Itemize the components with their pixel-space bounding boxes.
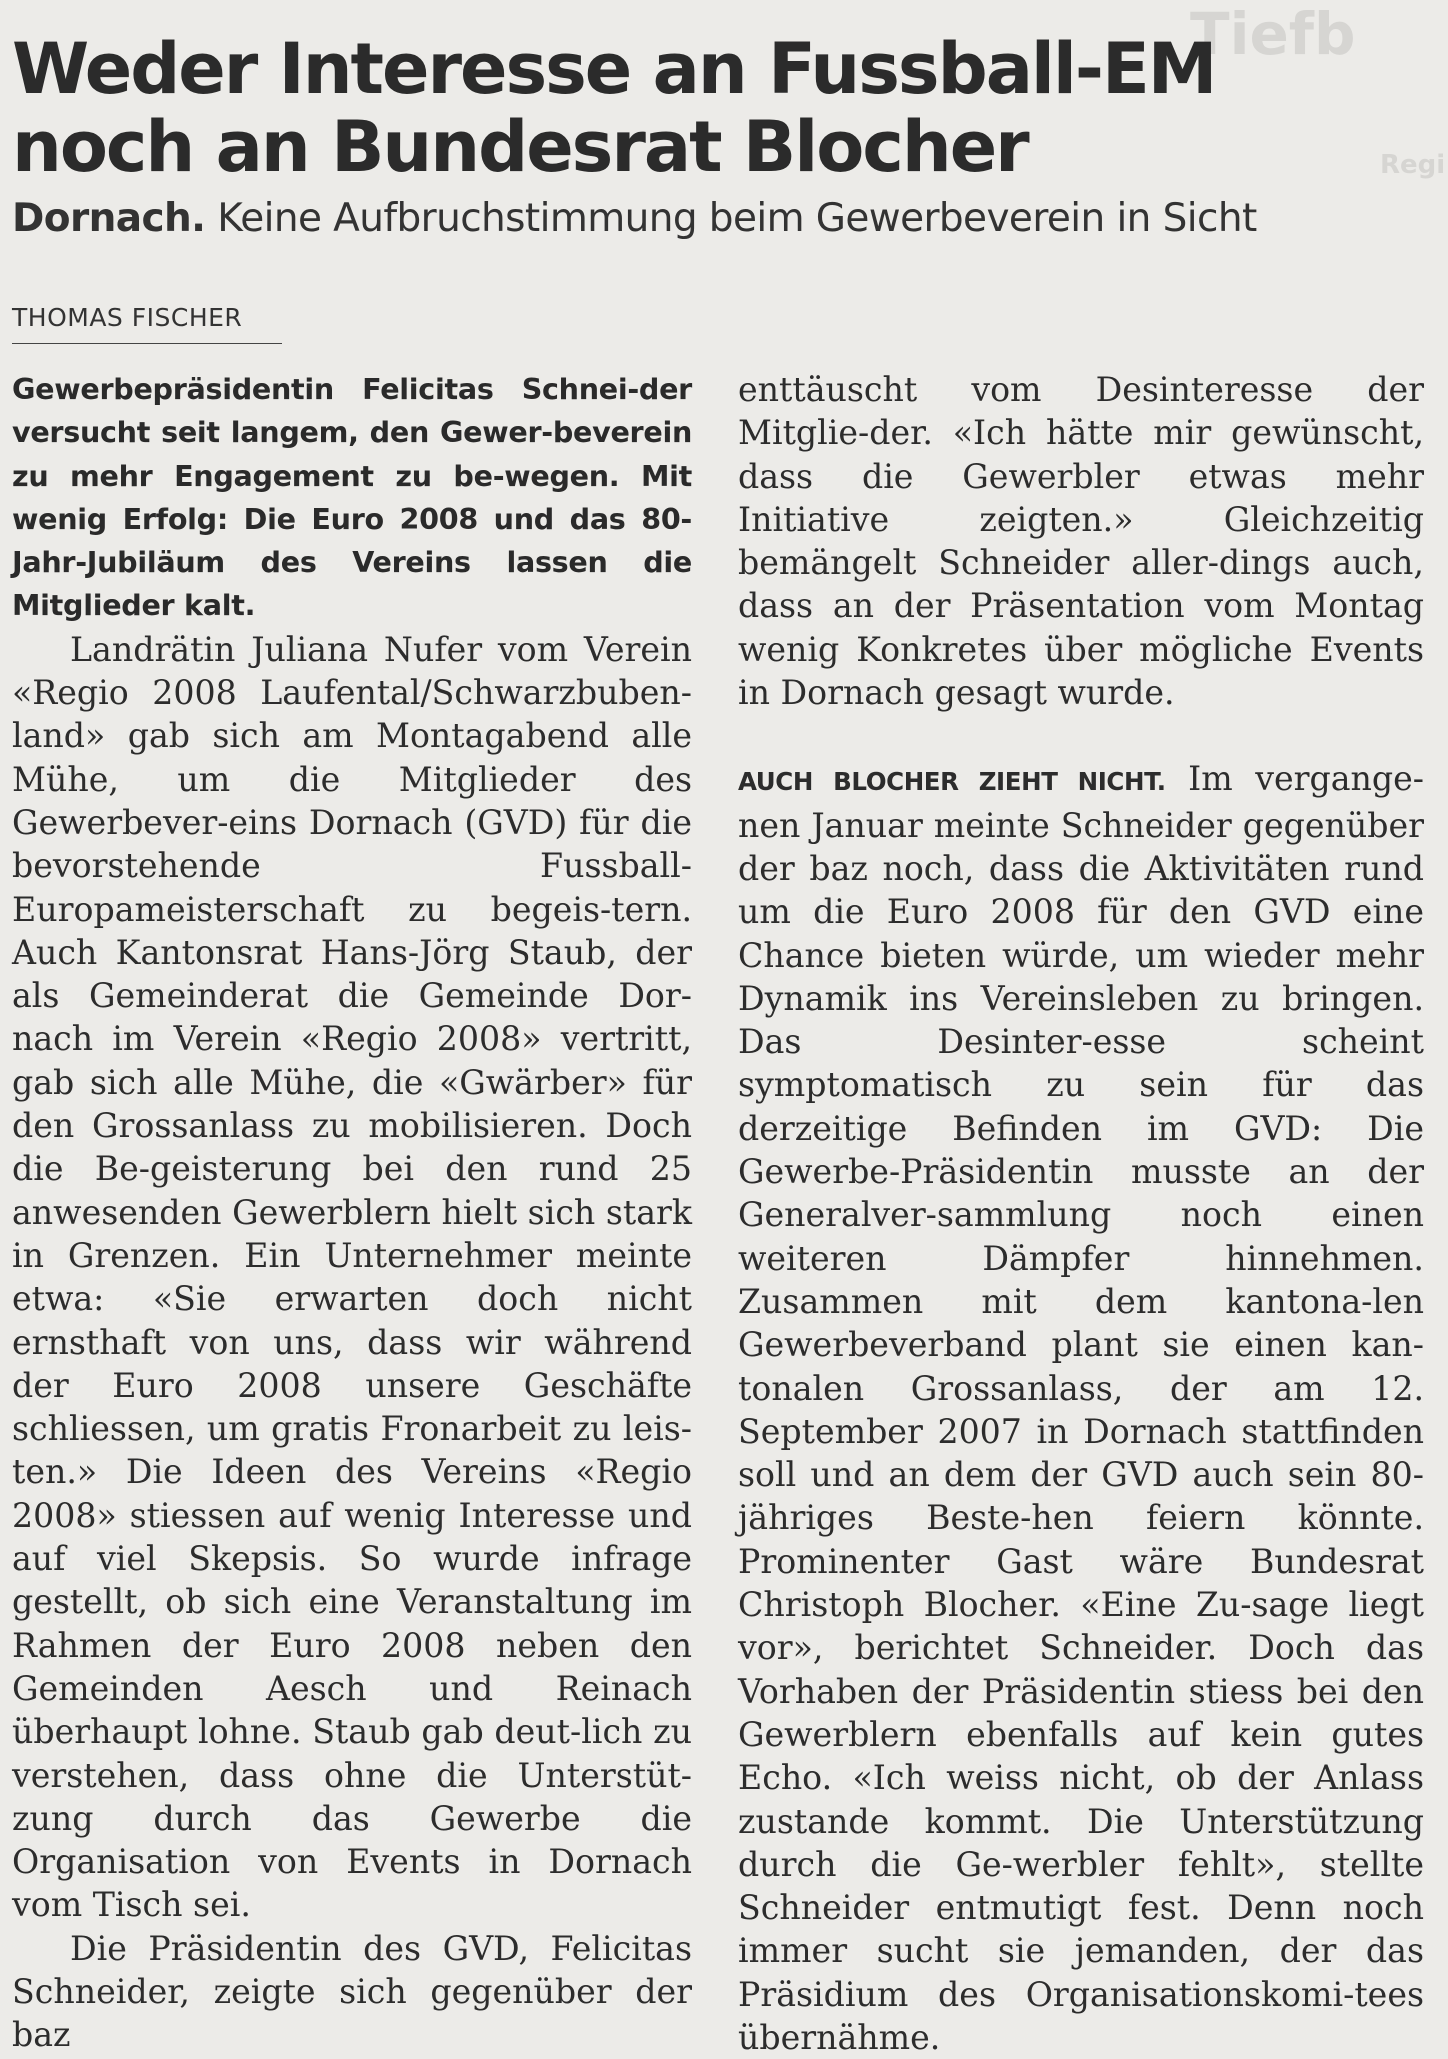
- subheadline: [12, 196, 1412, 242]
- article-column-left: [12, 368, 692, 2057]
- body-paragraph: Landrätin Juliana Nufer vom Verein «Regio 2008 Laufental/Schwarzbuben-land» gab sich am Montagabend alle Mühe, um die Mitglieder des Gewerbever-eins Dornach (GVD) für die bevorstehende Fussball-Europameisterschaft zu begeis-tern. Auch Kantonsrat Hans-Jörg Staub, der als Gemeinderat die Gemeinde Dor-nach im Verein «Regio 2008» vertritt, gab sich alle Mühe, die «Gwärber» für den Grossanlass zu mobilisieren. Doch die Be-geisterung bei den rund 25 anwesenden Gewerblern hielt sich stark in Grenzen. Ein Unternehmer meinte etwa: «Sie erwarten doch nicht ernsthaft von uns, dass wir während der Euro 2008 unsere Geschäfte schliessen, um gratis Fronarbeit zu leis-ten.» Die Ideen des Vereins «Regio 2008» stiessen auf wenig Interesse und auf viel Skepsis. So wurde infrage gestellt, ob sich eine Veranstaltung im Rahmen der Euro 2008 neben den Gemeinden Aesch und Reinach überhaupt lohne. Staub gab deut-lich zu verstehen, dass ohne die Unterstüt-zung durch das Gewerbe die Organisation von Events in Dornach vom Tisch sei.: [12, 629, 692, 1925]
- dateline-place: Dornach.: [12, 196, 206, 241]
- byline-underline: [12, 343, 282, 344]
- lead-paragraph: Gewerbepräsidentin Felicitas Schnei-der versucht seit langem, den Gewer-beverein zu mehr Engagement zu be-wegen. Mit wenig Erfolg: Die Euro 2008 und das 80-Jahr-Jubiläum des Vereins lassen die Mitglieder kalt.: [12, 372, 692, 623]
- headline: Weder Interesse an Fussball-EM noch an Bundesrat Blocher: [12, 28, 1216, 188]
- crosshead: AUCH BLOCHER ZIEHT NICHT.: [738, 767, 1166, 797]
- paragraph-spacer: [738, 714, 1424, 757]
- body-paragraph: Die Präsidentin des GVD, Felicitas Schneider, zeigte sich gegenüber der baz: [12, 1928, 692, 2055]
- body-paragraph-continued: enttäuscht vom Desinteresse der Mitglie-der. «Ich hätte mir gewünscht, dass die Gewerbler etwas mehr Initiative zeigten.» Gleichzeitig bemängelt Schneider aller-dings auch, dass an der Präsentation vom Montag wenig Konkretes über mögliche Events in Dornach gesagt wurde.: [738, 370, 1424, 713]
- byline: THOMAS FISCHER: [12, 303, 243, 332]
- article-column-right: [738, 368, 1424, 2059]
- subheadline-text: Keine Aufbruchstimmung beim Gewerbeverein in Sicht: [217, 196, 1257, 241]
- show-through-text: Tiefb: [1190, 0, 1356, 68]
- show-through-text: Regi: [1380, 150, 1446, 180]
- body-paragraph-text: Im vergange-nen Januar meinte Schneider gegenüber der baz noch, dass die Aktivitäten rund um die Euro 2008 für den GVD eine Chance bieten würde, um wieder mehr Dynamik ins Vereinsleben zu bringen. Das Desinter-esse scheint symptomatisch zu sein für das derzeitige Befinden im GVD: Die Gewerbe-Präsidentin musste an der Generalver-sammlung noch einen weiteren Dämpfer hinnehmen. Zusammen mit dem kantona-len Gewerbeverband plant sie einen kan-tonalen Grossanlass, der am 12. September 2007 in Dornach stattfinden soll und an dem der GVD auch sein 80-jähriges Beste-hen feiern könnte. Prominenter Gast wäre Bundesrat Christoph Blocher. «Eine Zu-sage liegt vor», berichtet Schneider. Doch das Vorhaben der Präsidentin stiess bei den Gewerblern ebenfalls auf kein gutes Echo. «Ich weiss nicht, ob der Anlass zustande kommt. Die Unterstützung durch die Ge-werbler fehlt», stellte Schneider entmutigt fest. Denn noch immer sucht sie jemanden, der das Präsidium des Organisationskomi-tees übernähme.: [738, 759, 1424, 2057]
